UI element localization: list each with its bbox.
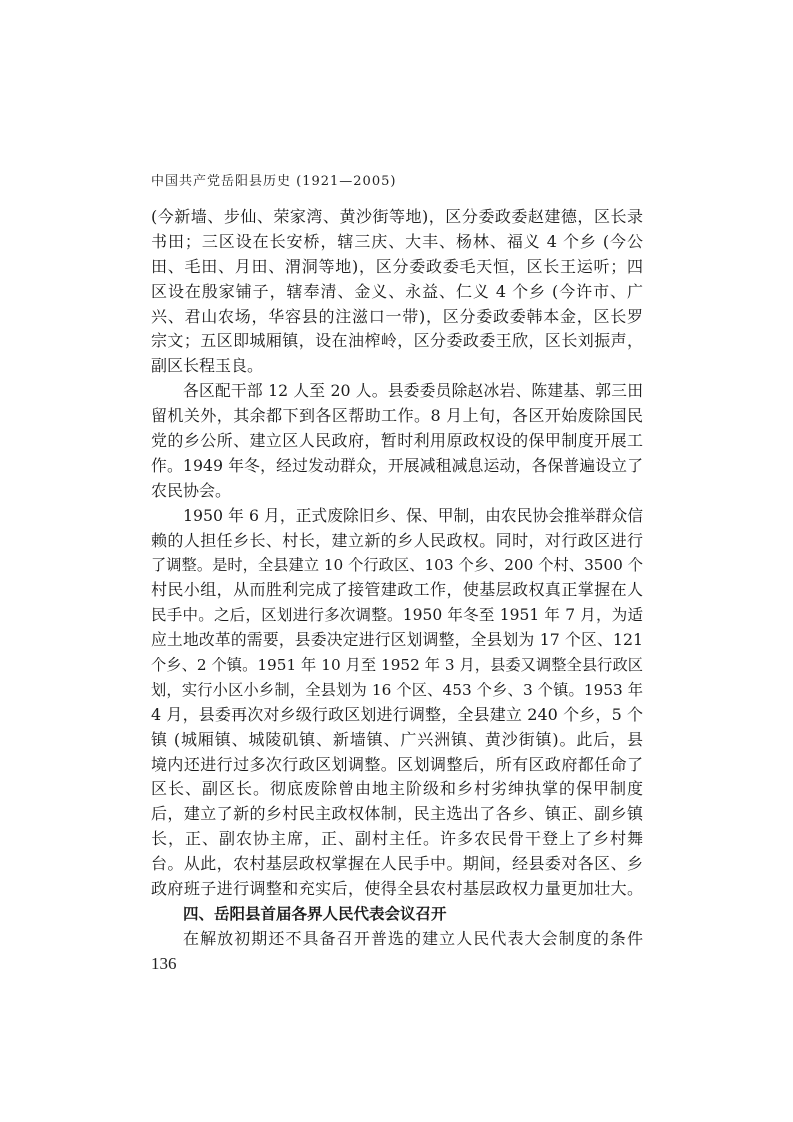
text-line: 个乡、2 个镇。1951 年 10 月至 1952 年 3 月，县委又调整全县行政区 (151, 656, 643, 675)
section-heading: 四、岳阳县首届各界人民代表会议召开 (183, 904, 447, 923)
text-line: 后，建立了新的乡村民主政权体制，民主选出了各乡、镇正、副乡镇 (151, 804, 643, 824)
text-line: 田、毛田、月田、渭洞等地)，区分委政委毛天恒，区长王运听；四 (151, 256, 643, 276)
text-line: 政府班子进行调整和充实后，使得全县农村基层政权力量更加壮大。 (151, 879, 643, 899)
text-line: 村民小组，从而胜利完成了接管建政工作，使基层政权真正掌握在人 (151, 580, 643, 600)
text-line: 作。1949 年冬，经过发动群众，开展减租减息运动，各保普遍设立了 (151, 455, 643, 475)
page-number: 136 (151, 954, 177, 973)
text-line: 农民协会。 (151, 480, 232, 500)
text-line: 境内还进行过多次行政区划调整。区划调整后，所有区政府都任命了 (151, 754, 643, 774)
text-line: 赖的人担任乡长、村长，建立新的乡人民政权。同时，对行政区进行 (151, 530, 643, 550)
text-line: (今新墙、步仙、荣家湾、黄沙街等地)，区分委政委赵建德，区长录 (151, 207, 643, 226)
text-line: 在解放初期还不具备召开普选的建立人民代表大会制度的条件 (183, 928, 643, 948)
body-text (151, 205, 643, 952)
running-header: 中国共产党岳阳县历史 (1921—2005) (151, 174, 397, 189)
text-line: 1950 年 6 月，正式废除旧乡、保、甲制，由农民协会推举群众信 (183, 505, 643, 525)
text-line: 党的乡公所、建立区人民政府，暂时利用原政权设的保甲制度开展工 (151, 431, 643, 451)
text-line: 民手中。之后，区划进行多次调整。1950 年冬至 1951 年 7 月，为适 (151, 606, 643, 625)
text-line: 副区长程玉良。 (151, 356, 264, 376)
text-line: 留机关外，其余都下到各区帮助工作。8 月上旬，各区开始废除国民 (151, 406, 643, 426)
text-line: 划，实行小区小乡制，全县划为 16 个区、453 个乡、3 个镇。1953 年 (151, 680, 643, 699)
text-line: 各区配干部 12 人至 20 人。县委委员除赵冰岩、陈建基、郭三田 (183, 381, 643, 401)
text-line: 宗文；五区即城厢镇，设在油榨岭，区分委政委王欣，区长刘振声， (151, 331, 643, 351)
text-line: 区设在殷家铺子，辖奉清、金义、永益、仁义 4 个乡 (今许市、广 (151, 281, 643, 301)
text-line: 镇 (城厢镇、城陵矶镇、新墙镇、广兴洲镇、黄沙街镇)。此后，县 (151, 729, 643, 749)
text-line: 兴、君山农场，华容县的注滋口一带)，区分委政委韩本金，区长罗 (151, 306, 643, 326)
text-line: 4 月，县委再次对乡级行政区划进行调整，全县建立 240 个乡，5 个 (151, 704, 643, 724)
text-line: 应土地改革的需要，县委决定进行区划调整，全县划为 17 个区、121 (151, 630, 643, 650)
text-line: 台。从此，农村基层政权掌握在人民手中。期间，经县委对各区、乡 (151, 854, 643, 874)
text-line: 长，正、副农协主席，正、副村主任。许多农民骨干登上了乡村舞 (151, 829, 643, 849)
text-line: 区长、副区长。彻底废除曾由地主阶级和乡村劣绅执掌的保甲制度 (151, 779, 643, 799)
text-line: 了调整。是时，全县建立 10 个行政区、103 个乡、200 个村、3500 个 (151, 556, 643, 575)
text-line: 书田；三区设在长安桥，辖三庆、大丰、杨林、福义 4 个乡 (今公 (151, 231, 643, 251)
